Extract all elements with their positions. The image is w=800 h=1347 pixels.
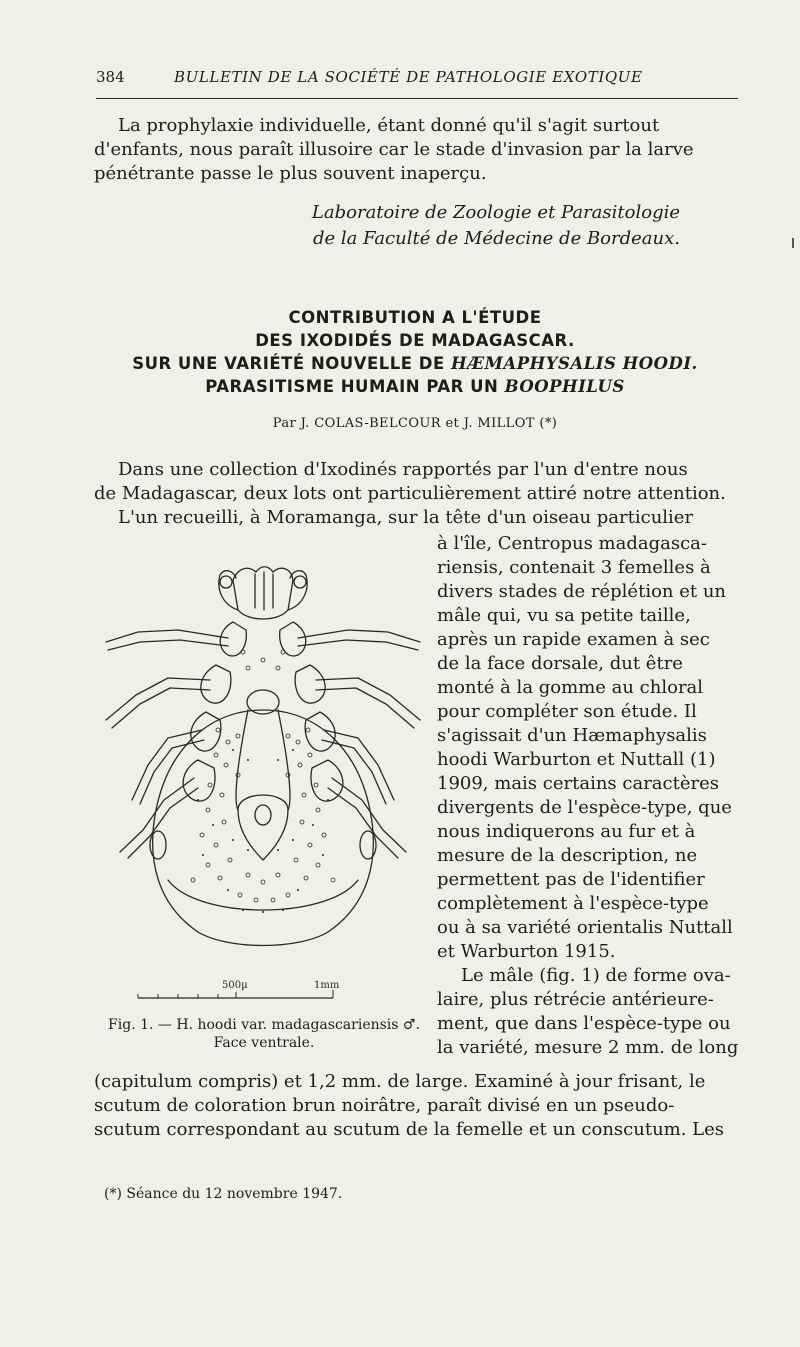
capitulum [233, 567, 293, 619]
palp-segment-left [220, 576, 232, 588]
title-line: CONTRIBUTION A L'ÉTUDE [288, 308, 542, 327]
figure-caption [94, 1016, 434, 1052]
column-line: riensis, contenait 3 femelles à [437, 557, 711, 578]
scale-ticks [138, 990, 333, 998]
header-rule [96, 98, 738, 99]
intro-paragraph [94, 114, 738, 186]
footnote: (*) Séance du 12 novembre 1947. [104, 1186, 343, 1202]
column-line: divers stades de réplétion et un [437, 581, 727, 602]
right-column-text [437, 532, 739, 1060]
column-line: ou à sa variété orientalis Nuttall [437, 917, 733, 938]
body-paragraph-continued [94, 1070, 740, 1142]
coxa [220, 622, 246, 656]
leg-iii-left [132, 730, 204, 804]
leg-i-left [106, 630, 228, 650]
column-line: et Warburton 1915. [437, 941, 616, 962]
punctation-pattern [191, 650, 335, 902]
caption-line: Fig. 1. — H. hoodi var. madagascariensis ♂. [108, 1017, 420, 1033]
leg-ii-left [106, 678, 210, 728]
column-line: laire, plus rétrécie antérieure- [437, 989, 714, 1010]
caption-line: Face ventrale. [213, 1035, 315, 1051]
column-line: divergents de l'espèce-type, que [437, 797, 732, 818]
body-line: scutum correspondant au scutum de la femelle et un conscutum. Les [94, 1119, 725, 1140]
scale-label-500: 500µ [222, 980, 248, 991]
column-line: nous indiquerons au fur et à [437, 821, 696, 842]
leg-iv-left [120, 778, 198, 858]
leg-iv-right [328, 778, 406, 858]
palp-segment-right [294, 576, 306, 588]
column-line: monté à la gomme au chloral [437, 677, 704, 698]
coxa [280, 622, 306, 656]
title-line [90, 375, 740, 398]
page-header [96, 68, 738, 96]
column-line: pour compléter son étude. Il [437, 701, 697, 722]
signature-line: de la Faculté de Médecine de Bordeaux. [312, 228, 680, 249]
title-genus: BOOPHILUS [504, 377, 625, 396]
column-line: après un rapide examen à sec [437, 629, 710, 650]
leg-ii-right [316, 678, 420, 728]
intro-line: La prophylaxie individuelle, étant donné qu'il s'agit surtout [118, 115, 660, 136]
column-line: de la face dorsale, dut être [437, 653, 683, 674]
coxa [201, 665, 231, 703]
article-title [90, 306, 740, 398]
column-line: complètement à l'espèce-type [437, 893, 709, 914]
title-prefix: PARASITISME HUMAIN PAR UN [205, 377, 499, 396]
signature-line: Laboratoire de Zoologie et Parasitologie [311, 202, 680, 223]
scale-label-1mm: 1mm [314, 980, 340, 991]
author-byline: Par J. COLAS-BELCOUR et J. MILLOT (*) [272, 416, 558, 431]
column-line: mâle qui, vu sa petite taille, [437, 605, 691, 626]
column-line: Le mâle (fig. 1) de forme ova- [461, 965, 731, 986]
punctation-dots [197, 749, 329, 913]
laboratory-signature [220, 200, 680, 252]
body-line: (capitulum compris) et 1,2 mm. de large. Examiné à jour frisant, le [94, 1071, 706, 1092]
hypostome [255, 572, 273, 610]
column-line: hoodi Warburton et Nuttall (1) [437, 749, 716, 770]
leg-iii-right [322, 730, 394, 804]
column-line: s'agissait d'un Hæmaphysalis [437, 725, 707, 746]
title-line [90, 352, 740, 375]
running-title: BULLETIN DE LA SOCIÉTÉ DE PATHOLOGIE EXOTIQUE [174, 68, 643, 86]
coxa [295, 665, 325, 703]
leg-i-right [298, 630, 420, 650]
body-line: Dans une collection d'Ixodinés rapportés par l'un d'entre nous [118, 459, 688, 480]
title-prefix: SUR UNE VARIÉTÉ NOUVELLE DE [132, 354, 445, 373]
tick-ventral-figure [98, 560, 428, 1005]
column-line: permettent pas de l'identifier [437, 869, 705, 890]
column-line: ment, que dans l'espèce-type ou [437, 1013, 731, 1034]
title-line: DES IXODIDÉS DE MADAGASCAR. [255, 331, 575, 350]
intro-line: pénétrante passe le plus souvent inaperçu. [94, 163, 487, 184]
column-line: la variété, mesure 2 mm. de long [437, 1037, 739, 1058]
body-line: scutum de coloration brun noirâtre, paraît divisé en un pseudo- [94, 1095, 675, 1116]
body-line: L'un recueilli, à Moramanga, sur la tête d'un oiseau particulier [118, 507, 694, 528]
body-line: de Madagascar, deux lots ont particulièrement attiré notre attention. [94, 483, 726, 504]
column-line: mesure de la description, ne [437, 845, 698, 866]
column-line: à l'île, Centropus madagasca- [437, 533, 707, 554]
scan-mark [792, 238, 794, 248]
anus [255, 805, 271, 825]
intro-line: d'enfants, nous paraît illusoire car le stade d'invasion par la larve [94, 139, 694, 160]
page-number: 384 [96, 68, 125, 86]
body-paragraph [94, 458, 740, 530]
column-line: 1909, mais certains caractères [437, 773, 719, 794]
title-genus: HÆMAPHYSALIS HOODI. [450, 354, 698, 373]
festoon-line [168, 880, 358, 910]
